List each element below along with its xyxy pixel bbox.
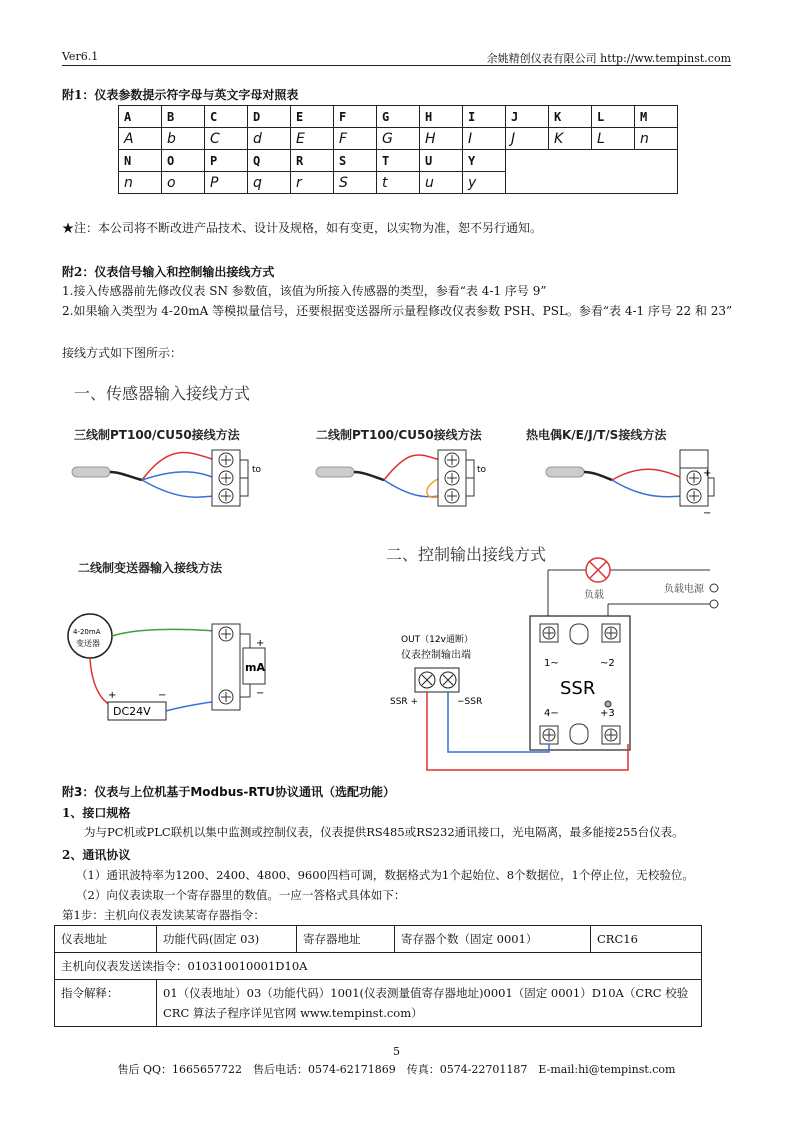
letter-3: Q — [248, 150, 291, 172]
letter-7: H — [420, 106, 463, 128]
s2-p2: （2）向仪表读取一个寄存器里的数值。一应一答格式具体如下： — [76, 888, 406, 902]
letter-3: D — [248, 106, 291, 128]
letter-map-table — [118, 105, 678, 194]
segment-char-6: t — [377, 172, 420, 194]
segment-char-0: n — [119, 172, 162, 194]
page-header — [62, 48, 731, 66]
svg-text:DC24V: DC24V — [113, 705, 151, 718]
th-register: 寄存器地址 — [297, 926, 395, 953]
segment-char-2: C — [205, 128, 248, 150]
three-wire-diagram — [72, 450, 262, 506]
appendix1-note: ★注：本公司将不断改进产品技术、设计及规格，如有变更，以实物为准，恕不另行通知。 — [62, 221, 543, 235]
explain-text: 01（仪表地址）03（功能代码）1001(仪表测量值寄存器地址)0001（固定 0001）D10A（CRC 校验 CRC 算法子程序详见官网 www.tempinst.com） — [157, 980, 702, 1027]
s2-title: 2、通讯协议 — [62, 848, 131, 862]
segment-char-5: F — [334, 128, 377, 150]
letter-11: L — [592, 106, 635, 128]
thermocouple-diagram — [546, 450, 714, 519]
letter-6: T — [377, 150, 420, 172]
svg-text:SSR: SSR — [560, 678, 596, 699]
transmitter-diagram — [68, 614, 265, 720]
svg-text:to: to — [477, 465, 487, 475]
segment-char-11: L — [592, 128, 635, 150]
svg-text:+3: +3 — [600, 708, 615, 719]
letter-2: C — [205, 106, 248, 128]
svg-text:+: + — [256, 638, 265, 649]
read-command: 主机向仪表发送读指令：010310010001D10A — [55, 953, 702, 980]
letter-1: B — [162, 106, 205, 128]
letter-5: S — [334, 150, 377, 172]
segment-char-3: d — [248, 128, 291, 150]
letter-8: I — [463, 106, 506, 128]
appendix2-line2: 2.如果输入类型为 4-20mA 等模拟量信号，还要根据变送器所示量程修改仪表参数 PSH、PSL。参看“表 4-1 序号 22 和 23” — [62, 304, 733, 318]
appendix2-line1: 1.接入传感器前先修改仪表 SN 参数值，该值为所接入传感器的类型，参看“表 4-1 序号 9” — [62, 284, 547, 298]
letter-7: U — [420, 150, 463, 172]
svg-text:变送器: 变送器 — [76, 639, 100, 648]
svg-text:−: − — [158, 690, 167, 701]
segment-char-6: G — [377, 128, 420, 150]
section1-title: 一、传感器输入接线方式 — [74, 384, 251, 403]
letter-2: P — [205, 150, 248, 172]
empty-cell — [506, 150, 678, 194]
letter-0: A — [119, 106, 162, 128]
modbus-table — [54, 925, 702, 1027]
svg-text:OUT（12v通断）: OUT（12v通断） — [401, 635, 473, 645]
letter-6: G — [377, 106, 420, 128]
segment-char-1: o — [162, 172, 205, 194]
letter-12: M — [635, 106, 678, 128]
segment-char-4: r — [291, 172, 334, 194]
svg-text:+: + — [108, 690, 117, 701]
footer-contact: 售后 QQ：1665657722 售后电话：0574-62171869 传真：0574-22701187 E-mail:hi@tempinst.com — [117, 1063, 676, 1076]
appendix1-title: 附1：仪表参数提示符字母与英文字母对照表 — [62, 88, 299, 102]
three-wire-title: 三线制PT100/CU50接线方法 — [74, 428, 240, 442]
letter-5: F — [334, 106, 377, 128]
svg-text:1~: 1~ — [544, 658, 559, 669]
control-output-diagram — [390, 558, 718, 770]
segment-char-10: K — [549, 128, 592, 150]
svg-text:负载: 负载 — [584, 590, 604, 601]
svg-text:−SSR: −SSR — [457, 697, 483, 707]
wiring-diagram — [60, 372, 740, 777]
page-number: 5 — [393, 1045, 400, 1058]
th-crc: CRC16 — [591, 926, 702, 953]
segment-char-7: u — [420, 172, 463, 194]
svg-text:负载电源: 负载电源 — [664, 584, 704, 595]
svg-text:4-20mA: 4-20mA — [73, 628, 101, 636]
appendix2-line3: 接线方式如下图所示： — [62, 346, 183, 360]
letter-8: Y — [463, 150, 506, 172]
segment-char-4: E — [291, 128, 334, 150]
segment-char-3: q — [248, 172, 291, 194]
segment-char-12: n — [635, 128, 678, 150]
segment-char-5: S — [334, 172, 377, 194]
segment-char-7: H — [420, 128, 463, 150]
segment-char-9: J — [506, 128, 549, 150]
transmitter-title: 二线制变送器输入接线方法 — [78, 561, 223, 575]
th-function: 功能代码(固定 03) — [157, 926, 297, 953]
thermocouple-title: 热电偶K/E/J/T/S接线方法 — [526, 428, 667, 442]
s1-title: 1、接口规格 — [62, 806, 131, 820]
s1-text: 为与PC机或PLC联机以集中监测或控制仪表，仪表提供RS485或RS232通讯接口，光电隔离，最多能接255台仪表。 — [84, 825, 684, 839]
svg-text:−: − — [256, 688, 265, 699]
segment-char-0: A — [119, 128, 162, 150]
svg-text:4−: 4− — [544, 708, 559, 719]
appendix3-title: 附3：仪表与上位机基于Modbus-RTU协议通讯（选配功能） — [62, 785, 396, 799]
svg-text:to: to — [252, 465, 262, 475]
section2-title: 二、控制输出接线方式 — [386, 545, 547, 564]
th-count: 寄存器个数（固定 0001） — [395, 926, 591, 953]
segment-char-2: P — [205, 172, 248, 194]
company-info: 余姚精创仪表有限公司 http://ww.tempinst.com — [486, 52, 731, 65]
letter-0: N — [119, 150, 162, 172]
step1-label: 第1步：主机向仪表发读某寄存器指令： — [62, 908, 265, 922]
svg-text:+: + — [703, 468, 712, 479]
svg-text:SSR +: SSR + — [390, 697, 419, 707]
segment-char-8: y — [463, 172, 506, 194]
version-label: Ver6.1 — [62, 50, 99, 63]
segment-char-1: b — [162, 128, 205, 150]
svg-text:−: − — [703, 508, 712, 519]
explain-label: 指令解释： — [55, 980, 157, 1027]
th-address: 仪表地址 — [55, 926, 157, 953]
two-wire-title: 二线制PT100/CU50接线方法 — [316, 428, 482, 442]
segment-char-8: I — [463, 128, 506, 150]
letter-1: O — [162, 150, 205, 172]
s2-p1: （1）通讯波特率为1200、2400、4800、9600四档可调，数据格式为1个起始位、8个数据位，1个停止位，无校验位。 — [76, 868, 694, 882]
two-wire-diagram — [316, 450, 487, 506]
svg-text:mA: mA — [245, 661, 265, 674]
appendix2-title: 附2：仪表信号输入和控制输出接线方式 — [62, 265, 275, 279]
letter-9: J — [506, 106, 549, 128]
svg-text:~2: ~2 — [600, 658, 615, 669]
letter-10: K — [549, 106, 592, 128]
svg-text:仪表控制输出端: 仪表控制输出端 — [401, 650, 471, 661]
letter-4: R — [291, 150, 334, 172]
letter-4: E — [291, 106, 334, 128]
